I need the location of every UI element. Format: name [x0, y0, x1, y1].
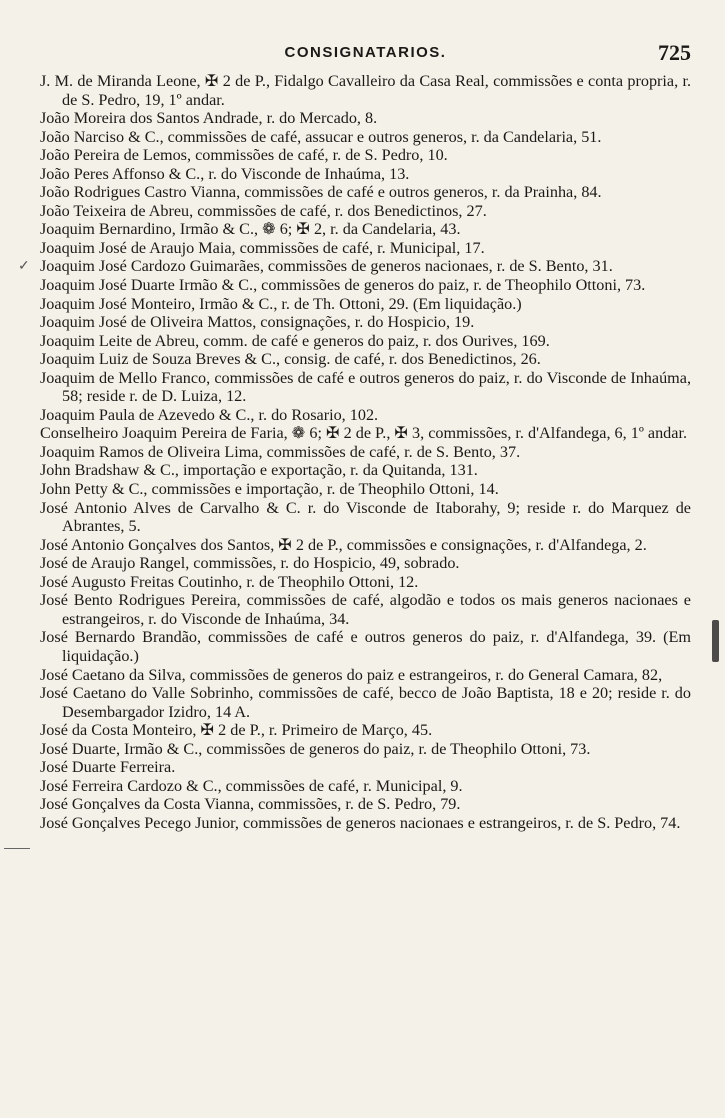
directory-entry: José Gonçalves da Costa Vianna, commissões, r. de S. Pedro, 79.: [40, 795, 461, 814]
margin-dash-mark: [4, 848, 30, 849]
directory-entry: José Bernardo Brandão, commissões de café e outros generos do paiz, r. d'Alfandega, 39. (Em liquidação.): [40, 628, 691, 665]
directory-entry: José Duarte, Irmão & C., commissões de generos do paiz, r. de Theophilo Ottoni, 73.: [40, 739, 591, 758]
directory-entry: José Augusto Freitas Coutinho, r. de Theophilo Ottoni, 12.: [40, 572, 419, 591]
directory-entry: João Rodrigues Castro Vianna, commissões de café e outros generos, r. da Prainha, 84.: [40, 183, 602, 202]
directory-entry: J. M. de Miranda Leone, ✠ 2 de P., Fidalgo Cavalleiro da Casa Real, commissões e conta propria, r. de S. Pedro, 19, 1º andar.: [40, 72, 691, 109]
directory-entry: João Teixeira de Abreu, commissões de café, r. dos Benedictinos, 27.: [40, 201, 487, 220]
directory-entry: Joaquim de Mello Franco, commissões de café e outros generos do paiz, r. do Visconde de Inhaúma, 58; reside r. de D. Luiza, 12.: [40, 368, 691, 406]
directory-entry: José da Costa Monteiro, ✠ 2 de P., r. Primeiro de Março, 45.: [40, 721, 433, 740]
directory-entry: José Antonio Gonçalves dos Santos, ✠ 2 de P., commissões e consignações, r. d'Alfandega, 2.: [40, 535, 647, 554]
directory-entry: José Bento Rodrigues Pereira, commissões de café, algodão e todos os mais generos nacionaes e estrangeiros, r. do Visconde de Inhaúma, 34.: [40, 591, 691, 628]
directory-entry: José Duarte Ferreira.: [40, 758, 176, 777]
directory-entry: João Peres Affonso & C., r. do Visconde de Inhaúma, 13.: [40, 164, 410, 183]
margin-ink-mark: [712, 620, 719, 662]
directory-entry: John Bradshaw & C., importação e exportação, r. da Quitanda, 131.: [40, 461, 478, 480]
directory-entry: Joaquim Ramos de Oliveira Lima, commissões de café, r. de S. Bento, 37.: [40, 442, 521, 461]
margin-check-mark: ✓: [18, 259, 30, 274]
page-header: [40, 40, 691, 70]
directory-entry: Joaquim José de Oliveira Mattos, consignações, r. do Hospicio, 19.: [40, 313, 475, 332]
directory-entry: João Moreira dos Santos Andrade, r. do Mercado, 8.: [40, 109, 378, 128]
directory-entry: José Antonio Alves de Carvalho & C. r. do Visconde de Itaborahy, 9; reside r. do Marquez de Abrantes, 5.: [40, 498, 691, 536]
consignee-list: [40, 72, 691, 832]
directory-entry: Joaquim Leite de Abreu, comm. de café e generos do paiz, r. dos Ourives, 169.: [40, 331, 550, 350]
directory-entry: João Narciso & C., commissões de café, assucar e outros generos, r. da Candelaria, 51.: [40, 127, 602, 146]
directory-entry: José Ferreira Cardozo & C., commissões de café, r. Municipal, 9.: [40, 776, 463, 795]
directory-entry: José Caetano da Silva, commissões de generos do paiz e estrangeiros, r. do General Camara, 82,: [40, 665, 663, 684]
directory-entry: José Gonçalves Pecego Junior, commissões de generos nacionaes e estrangeiros, r. de S. Pedro, 74.: [40, 813, 681, 832]
directory-entry: João Pereira de Lemos, commissões de café, r. de S. Pedro, 10.: [40, 146, 448, 165]
directory-entry: Conselheiro Joaquim Pereira de Faria, ❁ 6; ✠ 2 de P., ✠ 3, commissões, r. d'Alfandega, 6, 1º andar.: [40, 424, 687, 443]
page-number: 725: [658, 40, 691, 65]
directory-entry: Joaquim José de Araujo Maia, commissões de café, r. Municipal, 17.: [40, 238, 485, 257]
directory-entry: José de Araujo Rangel, commissões, r. do Hospicio, 49, sobrado.: [40, 554, 460, 573]
directory-entry: Joaquim Paula de Azevedo & C., r. do Rosario, 102.: [40, 405, 379, 424]
directory-entry: Joaquim Luiz de Souza Breves & C., consig. de café, r. dos Benedictinos, 26.: [40, 350, 541, 369]
directory-entry: Joaquim José Duarte Irmão & C., commissões de generos do paiz, r. de Theophilo Ottoni, 73.: [40, 276, 646, 295]
running-title: CONSIGNATARIOS.: [284, 44, 447, 61]
directory-entry: José Caetano do Valle Sobrinho, commissões de café, becco de João Baptista, 18 e 20; reside r. do Desembargador Izidro, 14 A.: [40, 684, 691, 721]
directory-entry: Joaquim José Monteiro, Irmão & C., r. de Th. Ottoni, 29. (Em liquidação.): [40, 294, 522, 313]
directory-entry: Joaquim José Cardozo Guimarães, commissões de generos nacionaes, r. de S. Bento, 31.: [40, 257, 613, 276]
directory-entry: John Petty & C., commissões e importação, r. de Theophilo Ottoni, 14.: [40, 480, 499, 499]
directory-entry: Joaquim Bernardino, Irmão & C., ❁ 6; ✠ 2, r. da Candelaria, 43.: [40, 220, 461, 239]
